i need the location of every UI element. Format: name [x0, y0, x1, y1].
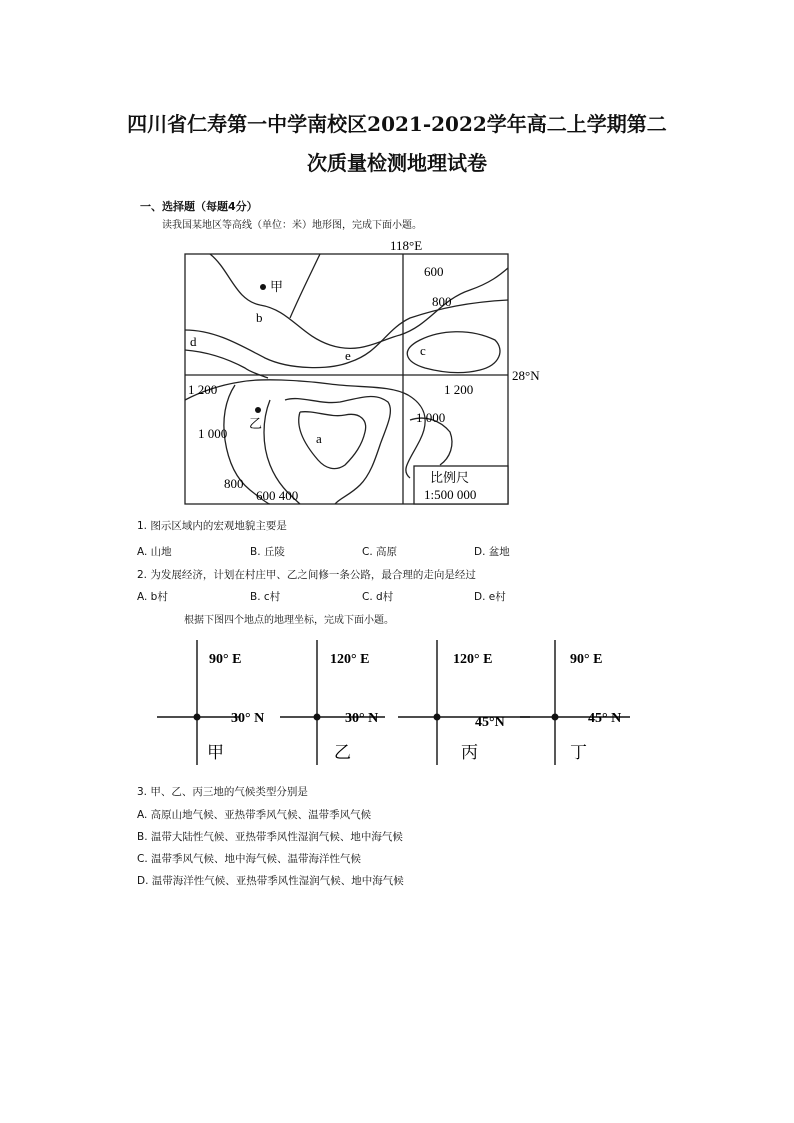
coord-jia-lon: 90° E: [209, 652, 242, 667]
coord-yi-lat: 30° N: [345, 711, 379, 726]
contour-lower-4: [285, 397, 390, 504]
contour-label-1200-left: 1 200: [188, 382, 218, 397]
longitude-label: 118°E: [390, 238, 423, 253]
contour-label-1000-right: 1 000: [416, 410, 446, 425]
point-c-label: c: [420, 343, 426, 358]
coord-bing-lon: 120° E: [453, 652, 493, 667]
point-e-label: e: [345, 348, 351, 363]
coord-yi-name: 乙: [334, 743, 351, 763]
point-b-label: b: [256, 310, 263, 325]
page-title-line1: 四川省仁寿第一中学南校区2021-2022学年高二上学期第二: [127, 112, 667, 136]
question-3-stem: 3. 甲、乙、丙三地的气候类型分别是: [137, 786, 308, 798]
point-a-label: a: [316, 431, 322, 446]
latitude-label: 28°N: [512, 368, 540, 383]
coord-ding-lon: 90° E: [570, 652, 603, 667]
coord-jia-lat: 30° N: [231, 711, 265, 726]
page-title-line2: 次质量检测地理试卷: [307, 151, 487, 175]
scale-value: 1:500 000: [424, 487, 477, 502]
question-2-option-d: D. e村: [474, 591, 506, 603]
contour-label-800-bottom: 800: [224, 476, 244, 491]
contour-upper-1: [210, 254, 508, 348]
coord-ding-name: 丁: [570, 743, 587, 763]
question-2-option-a: A. b村: [137, 591, 168, 603]
contour-label-600-top: 600: [424, 264, 444, 279]
village-jia-label: 甲: [270, 280, 284, 295]
coordinate-diagram: [0, 630, 794, 780]
village-yi-dot: [255, 407, 261, 413]
point-yi: [314, 714, 321, 721]
contour-map: [0, 0, 794, 520]
question-1-option-c: C. 高原: [362, 546, 398, 558]
contour-a-loop: [299, 412, 366, 469]
coord-yi-lon: 120° E: [330, 652, 370, 667]
question-2-option-c: C. d村: [362, 591, 394, 603]
section-intro: 读我国某地区等高线（单位：米）地形图，完成下面小题。: [162, 220, 422, 231]
coord-bing-name: 丙: [461, 743, 478, 763]
question-3-option-c: C. 温带季风气候、地中海气候、温带海洋性气候: [137, 853, 362, 865]
point-jia: [194, 714, 201, 721]
question-3-option-d: D. 温带海洋性气候、亚热带季风性湿润气候、地中海气候: [137, 875, 404, 887]
question-1-option-b: B. 丘陵: [250, 546, 285, 558]
point-d-label: d: [190, 334, 197, 349]
village-jia-dot: [260, 284, 266, 290]
coord-bing-lat: 45°N: [475, 715, 505, 730]
question-3-option-b: B. 温带大陆性气候、亚热带季风性湿润气候、地中海气候: [137, 831, 403, 843]
point-bing: [434, 714, 441, 721]
contour-label-800-top: 800: [432, 294, 452, 309]
question-1-option-d: D. 盆地: [474, 546, 510, 558]
contour-label-600-400: 600 400: [256, 488, 299, 503]
village-yi-label: 乙: [249, 417, 263, 432]
contour-label-1200-right: 1 200: [444, 382, 474, 397]
section-heading: 一、选择题（每题4分）: [140, 200, 258, 213]
contour-label-1000-left: 1 000: [198, 426, 228, 441]
question-2-option-b: B. c村: [250, 591, 281, 603]
question-1-stem: 1. 图示区域内的宏观地貌主要是: [137, 520, 287, 532]
coord-intro: 根据下图四个地点的地理坐标，完成下面小题。: [184, 615, 394, 626]
contour-1000-right: [410, 418, 452, 465]
question-3-option-a: A. 高原山地气候、亚热带季风气候、温带季风气候: [137, 809, 372, 821]
question-2-stem: 2. 为发展经济，计划在村庄甲、乙之间修一条公路，最合理的走向是经过: [137, 569, 476, 581]
coord-ding-lat: 45° N: [588, 711, 622, 726]
scale-title: 比例尺: [430, 471, 470, 486]
point-ding: [552, 714, 559, 721]
question-1-option-a: A. 山地: [137, 546, 172, 558]
road-line: [290, 254, 320, 318]
contour-left-d: [185, 350, 268, 378]
coord-jia-name: 甲: [207, 743, 224, 763]
